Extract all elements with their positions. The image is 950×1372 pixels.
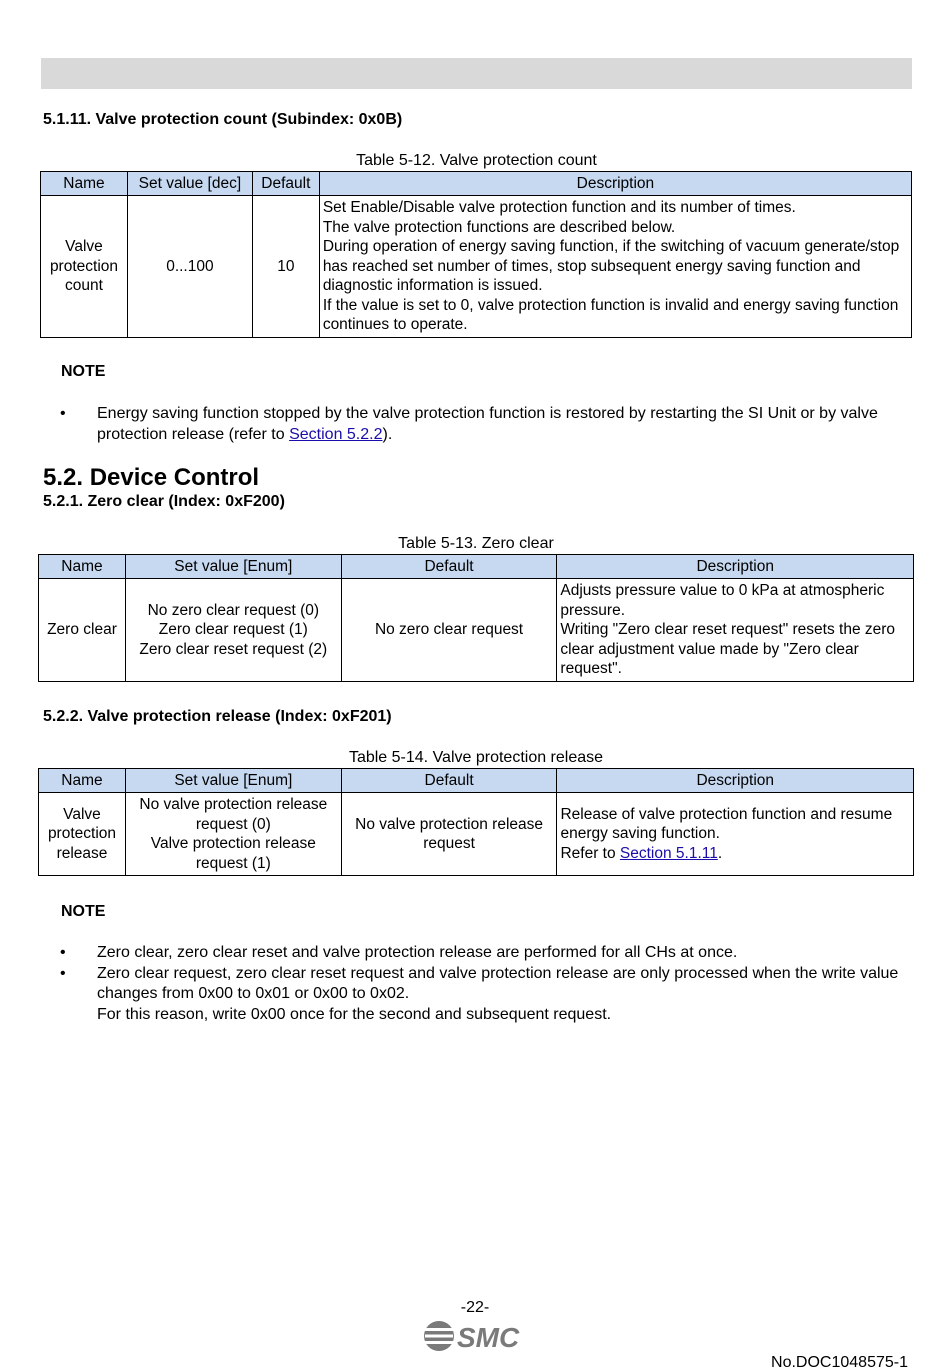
note-text: Zero clear, zero clear reset and valve protection release are performed for all CHs at once. <box>97 944 738 961</box>
bullet-icon: • <box>60 944 66 961</box>
list-item <box>60 404 910 445</box>
cell-default: No zero clear request <box>341 579 557 682</box>
col-header-set-value: Set value [dec] <box>127 172 252 196</box>
note-list <box>60 943 910 1025</box>
document-number: No.DOC1048575-1 <box>771 1354 908 1371</box>
table-row <box>39 793 914 876</box>
desc-line: Set Enable/Disable valve protection function and its number of times. <box>322 199 796 216</box>
cell-default: No valve protection release request <box>341 793 557 876</box>
desc-line: The valve protection functions are described below. <box>322 218 676 236</box>
note-list <box>60 404 910 445</box>
col-header-set-value: Set value [Enum] <box>125 769 341 793</box>
enum-value: No zero clear request (0) <box>147 601 320 619</box>
section-heading-5-2-2: 5.2.2. Valve protection release (Index: 0xF201) <box>43 708 392 725</box>
enum-value: Valve protection release request (1) <box>150 835 316 872</box>
desc-line: During operation of energy saving function, if the switching of vacuum generate/stop has reached set number of times, stop subsequent energy saving function and diagnostic information is issued. <box>322 238 900 294</box>
note-label: NOTE <box>61 903 106 920</box>
enum-value: Zero clear reset request (2) <box>139 640 328 658</box>
desc-line: Adjusts pressure value to 0 kPa at atmospheric pressure. <box>560 582 885 619</box>
enum-value: Zero clear request (1) <box>158 621 308 638</box>
list-item <box>60 964 910 1026</box>
table-header-row <box>39 555 914 579</box>
section-heading-5-1-11: 5.1.11. Valve protection count (Subindex: 0x0B) <box>43 111 403 128</box>
col-header-set-value: Set value [Enum] <box>125 555 341 579</box>
table-caption-5-14: Table 5-14. Valve protection release <box>348 749 604 766</box>
col-header-default: Default <box>341 769 557 793</box>
table-row <box>39 579 914 682</box>
table-header-row <box>39 769 914 793</box>
cell-set-value: 0...100 <box>127 196 252 338</box>
bullet-icon: • <box>60 964 66 982</box>
cell-description <box>557 793 914 876</box>
col-header-description: Description <box>557 555 914 579</box>
cell-name: Valve protection release <box>39 793 126 876</box>
cell-set-value <box>125 579 341 682</box>
cell-description <box>319 196 911 338</box>
page-number: -22- <box>460 1299 490 1316</box>
cell-default: 10 <box>252 196 319 338</box>
desc-ref-line: Refer to Section 5.1.11. <box>560 844 723 862</box>
table-row <box>41 196 912 338</box>
cell-name: Valve protection count <box>41 196 128 338</box>
svg-text:SMC: SMC <box>457 1322 520 1353</box>
valve-protection-release-table <box>38 768 914 876</box>
col-header-description: Description <box>557 769 914 793</box>
enum-value: No valve protection release request (0) <box>139 796 328 833</box>
desc-line: If the value is set to 0, valve protection function is invalid and energy saving function continues to operate. <box>322 296 899 333</box>
note-text: Zero clear request, zero clear reset request and valve protection release are only processed when the write value changes from 0x00 to 0x01 or 0x00 to 0x02. For this reason, write 0x00 once for the second and subsequent request. <box>97 964 899 1023</box>
section-heading-5-2-1: 5.2.1. Zero clear (Index: 0xF200) <box>43 493 285 510</box>
cell-name: Zero clear <box>39 579 126 682</box>
cell-description <box>557 579 914 682</box>
table-caption-5-12: Table 5-12. Valve protection count <box>356 152 597 169</box>
zero-clear-table <box>38 554 914 682</box>
bullet-icon: • <box>60 405 66 422</box>
col-header-name: Name <box>41 172 128 196</box>
note-label: NOTE <box>61 363 106 380</box>
section-heading-5-2: 5.2. Device Control <box>43 464 260 491</box>
header-bar <box>41 58 912 89</box>
section-5-2-2-link[interactable]: Section 5.2.2 <box>289 425 383 443</box>
desc-line: Writing "Zero clear reset request" resets the zero clear adjustment value made by "Zero clear request". <box>560 621 896 677</box>
col-header-description: Description <box>319 172 911 196</box>
table-header-row <box>41 172 912 196</box>
col-header-default: Default <box>252 172 319 196</box>
cell-set-value <box>125 793 341 876</box>
valve-protection-count-table <box>40 171 912 338</box>
col-header-default: Default <box>341 555 557 579</box>
section-5-1-11-link[interactable]: Section 5.1.11 <box>619 844 718 862</box>
desc-line: Release of valve protection function and resume energy saving function. <box>560 805 893 843</box>
smc-logo-icon <box>422 1319 532 1353</box>
table-caption-5-13: Table 5-13. Zero clear <box>398 535 554 552</box>
list-item <box>60 943 910 964</box>
note-text: Energy saving function stopped by the valve protection function is restored by restarting the SI Unit or by valve protection release (refer to Section 5.2.2). <box>97 405 878 443</box>
col-header-name: Name <box>39 555 126 579</box>
col-header-name: Name <box>39 769 126 793</box>
